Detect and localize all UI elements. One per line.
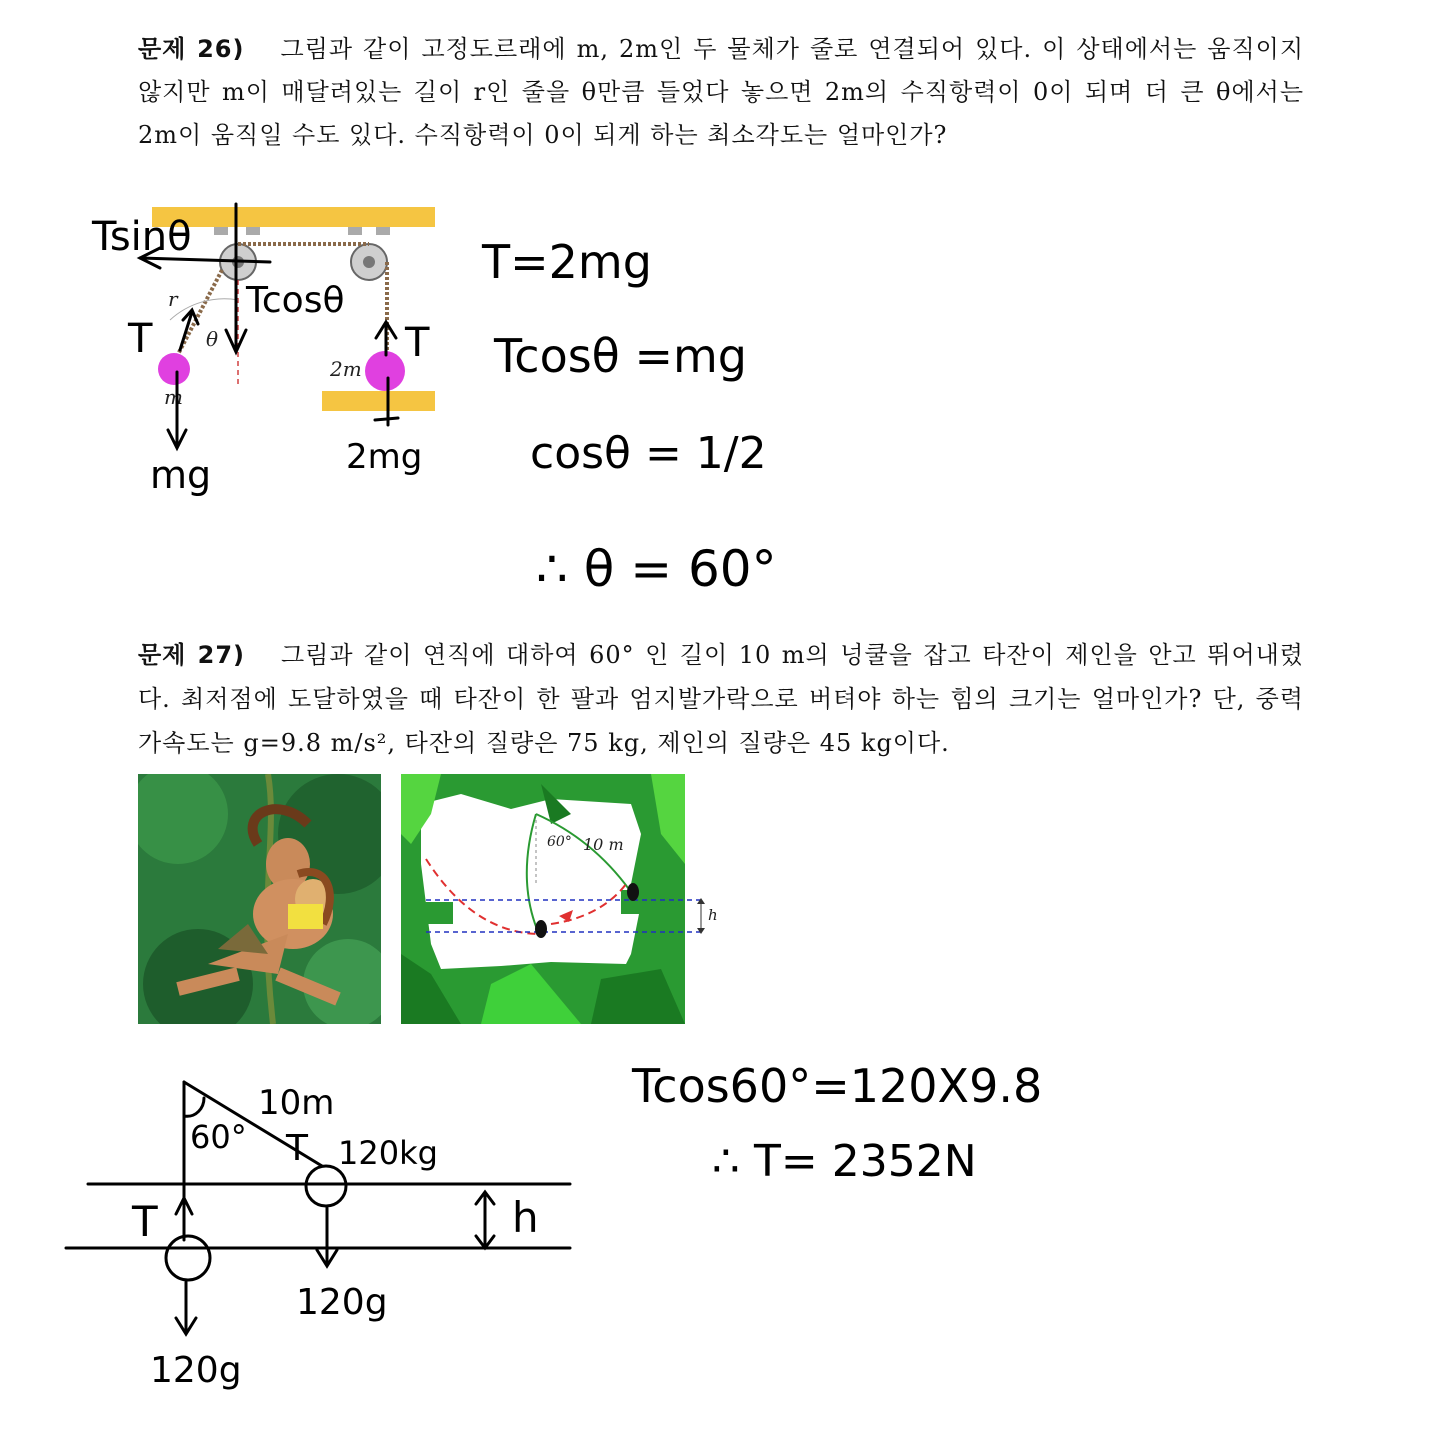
solution-27-line2: ∴ T= 2352N <box>712 1136 977 1187</box>
mass-2m-ball <box>365 351 405 391</box>
label-m: m <box>164 385 183 409</box>
diagram-length-label: 10 m <box>583 835 624 854</box>
problem-27-body: 그림과 같이 연직에 대하여 60° 인 길이 10 m의 넝쿨을 잡고 타잔이 제인을 안고 뛰어내렸다. 최저점에 도달하였을 때 타잔이 한 팔과 엄지발가락으로 버텨야 하는 힘의 크기는 얼마인가? 단, 중력가속도는 g=9.8 m/s², 타잔의 질량은 75 kg, 제인의 질량은 45 kg이다. <box>138 641 1304 757</box>
diagram-angle-label: 60° <box>547 834 572 850</box>
note-t-right: T <box>405 320 430 366</box>
solution-26-line4: ∴ θ = 60° <box>536 540 777 598</box>
solution-26-line2: Tcosθ =mg <box>494 329 747 383</box>
note-27-length: 10m <box>258 1083 335 1123</box>
ceiling-bar <box>152 207 435 227</box>
label-r: r <box>168 287 178 311</box>
note-27-t-top: T <box>286 1128 308 1169</box>
note-mg: mg <box>150 453 212 497</box>
problem-26-label: 문제 26) <box>138 35 245 63</box>
solution-26-line1: T=2mg <box>482 235 652 289</box>
note-2mg: 2mg <box>346 437 423 477</box>
floor-bar <box>322 391 435 411</box>
note-tsin: Tsinθ <box>92 214 192 260</box>
label-theta: θ <box>206 327 219 351</box>
solution-26-line3: cosθ = 1/2 <box>530 428 767 479</box>
mass-m-ball <box>158 353 190 385</box>
note-27-120g-mid: 120g <box>296 1282 388 1323</box>
note-27-angle: 60° <box>190 1118 247 1156</box>
problem-26-body: 그림과 같이 고정도르래에 m, 2m인 두 물체가 줄로 연결되어 있다. 이 상태에서는 움직이지 않지만 m이 매달려있는 길이 r인 줄을 θ만큼 들었다 놓으면 2m의 수직항력이 0이 되며 더 큰 θ에서는 2m이 움직일 수도 있다. 수직항력이 0이 되게 하는 최소각도는 얼마인가? <box>138 35 1305 149</box>
problem-27-label: 문제 27) <box>138 641 245 669</box>
note-tcos: Tcosθ <box>246 280 345 321</box>
note-27-mass: 120kg <box>338 1134 438 1172</box>
note-t-left: T <box>128 316 153 362</box>
note-27-120g-bottom: 120g <box>150 1350 242 1391</box>
diagram-h-label: h <box>708 906 718 924</box>
label-2m: 2m <box>330 357 362 381</box>
note-27-t-bottom: T <box>132 1197 158 1246</box>
note-27-h: h <box>512 1193 539 1242</box>
solution-27-line1: Tcos60°=120X9.8 <box>632 1059 1043 1113</box>
